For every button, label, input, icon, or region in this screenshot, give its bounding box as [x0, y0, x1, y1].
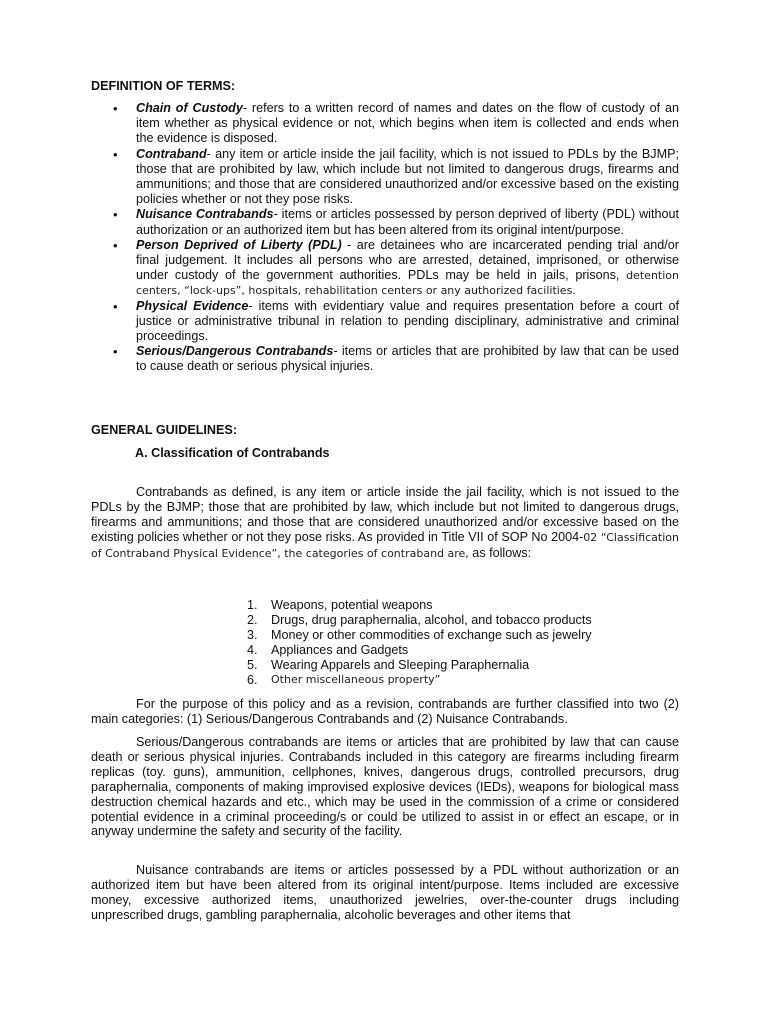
paragraph-text: Contrabands as defined, is any item or article inside the jail facility, which is not issued to the PDLs by the BJMP; those that are prohibited by law, which include but not limited to dangerous drugs, firearms and ammunitions; and those that are considered unauthorized and/or excessive based on the existing policies whether or not they pose risks. As provided in Title VII of SOP No 2004-: [91, 485, 679, 544]
definition-term: Chain of Custody: [136, 101, 243, 115]
category-number: 2.: [247, 612, 258, 627]
general-guidelines-heading: GENERAL GUIDELINES:: [91, 423, 238, 437]
category-number: 4.: [247, 642, 258, 657]
category-item: [247, 613, 592, 628]
contrabands-definition-paragraph: [91, 485, 679, 562]
definition-text: - items or articles that are prohibited by law that can be used to cause death or serious physical injuries.: [136, 344, 679, 374]
category-item: [247, 628, 592, 643]
revision-paragraph: [91, 697, 679, 727]
definition-term: Person Deprived of Liberty (PDL): [136, 237, 342, 252]
paragraph-text-end: as follows:: [468, 545, 532, 560]
category-number: 5.: [247, 657, 258, 672]
classification-subheading: A. Classification of Contrabands: [135, 446, 330, 460]
category-text: Money or other commodities of exchange such as jewelry: [271, 627, 592, 642]
definition-item: [91, 207, 679, 237]
paragraph-text: Serious/Dangerous contrabands are items or articles that are prohibited by law that can cause death or serious physical injuries. Contrabands included in this category are firearms including firearm replicas (toy. guns), ammunition, cellphones, knives, dangerous drugs, controlled precursors, drug paraphernalia, components of making improvised explosive devices (IEDs), weapons for biological mass destruction chemical hazards and etc., which may be used in the commission of a crime or considered potential evidence in a criminal proceeding/s or could be utilized to assist in or effect an escape, or in anyway undermine the safety and security of the facility.: [91, 735, 679, 839]
definition-of-terms-heading: DEFINITION OF TERMS:: [91, 79, 236, 93]
contraband-categories-list: [247, 598, 592, 687]
paragraph-text-alt: 02 “Classification of Contraband Physical Evidence”, the categories of contraband are,: [91, 530, 679, 560]
definition-item: [91, 299, 679, 345]
definition-term: Nuisance Contrabands: [136, 207, 274, 222]
definition-text: - refers to a written record of names and dates on the flow of custody of an item whether as physical evidence or not, which begins when item is collected and ends when the evidence is disposed.: [136, 101, 679, 146]
definition-text-continued: detention centers, “lock-ups”, hospitals, rehabilitation centers or any authorized facilities.: [136, 269, 679, 298]
paragraph-text: Nuisance contrabands are items or articles possessed by a PDL without authorization or an authorized item but have been altered from its original intent/purpose. Items included are excessive money, excessive authorized items, unauthorized jewelries, over-the-counter drugs including unprescribed drugs, gambling paraphernalia, alcoholic beverages and other items that: [91, 863, 679, 922]
category-text: Wearing Apparels and Sleeping Paraphernalia: [271, 657, 530, 672]
definition-item: [91, 344, 679, 374]
definition-text: - any item or article inside the jail facility, which is not issued to PDLs by the BJMP; those that are prohibited by law, which include but not limited to dangerous drugs, firearms and ammunitions; and those that are considered unauthorized and/or excessive based on the existing policies whether or not they pose risks.: [136, 146, 679, 207]
serious-contrabands-paragraph: [91, 735, 679, 839]
definition-term: Physical Evidence: [136, 298, 249, 313]
definition-term: Contraband: [136, 146, 207, 161]
definition-term: Serious/Dangerous Contrabands: [136, 344, 334, 359]
definition-text: - items with evidentiary value and requires presentation before a court of justice or administrative tribunal in relation to pending disciplinary, administrative and criminal proceedings.: [136, 298, 679, 344]
category-number: 3.: [247, 627, 258, 642]
definition-text: - are detainees who are incarcerated pending trial and/or final judgement. It includes all persons who are arrested, detained, imprisoned, or otherwise under custody of the government authorities. PDLs may be held in jails, prisons,: [136, 237, 679, 283]
category-number: 6.: [247, 672, 258, 687]
category-item: [247, 643, 592, 658]
category-item: [247, 598, 592, 613]
category-item: [247, 673, 592, 688]
paragraph-text: For the purpose of this policy and as a revision, contrabands are further classified into two (2) main categories: (1) Serious/Dangerous Contrabands and (2) Nuisance Contrabands.: [91, 697, 679, 726]
definition-item: [91, 101, 679, 147]
definition-item: [91, 147, 679, 208]
category-text: Appliances and Gadgets: [271, 642, 409, 657]
definition-item: [91, 238, 679, 299]
category-item: [247, 658, 592, 673]
definition-text: - items or articles possessed by person deprived of liberty (PDL) without authorization or an authorized item but has been altered from its original intent/purpose.: [136, 207, 679, 237]
nuisance-contrabands-paragraph: [91, 863, 679, 923]
category-text: Other miscellaneous property”: [271, 672, 441, 686]
definitions-list: [91, 101, 679, 375]
category-text: Weapons, potential weapons: [271, 598, 433, 612]
category-text: Drugs, drug paraphernalia, alcohol, and tobacco products: [271, 612, 592, 627]
category-number: 1.: [247, 598, 258, 612]
